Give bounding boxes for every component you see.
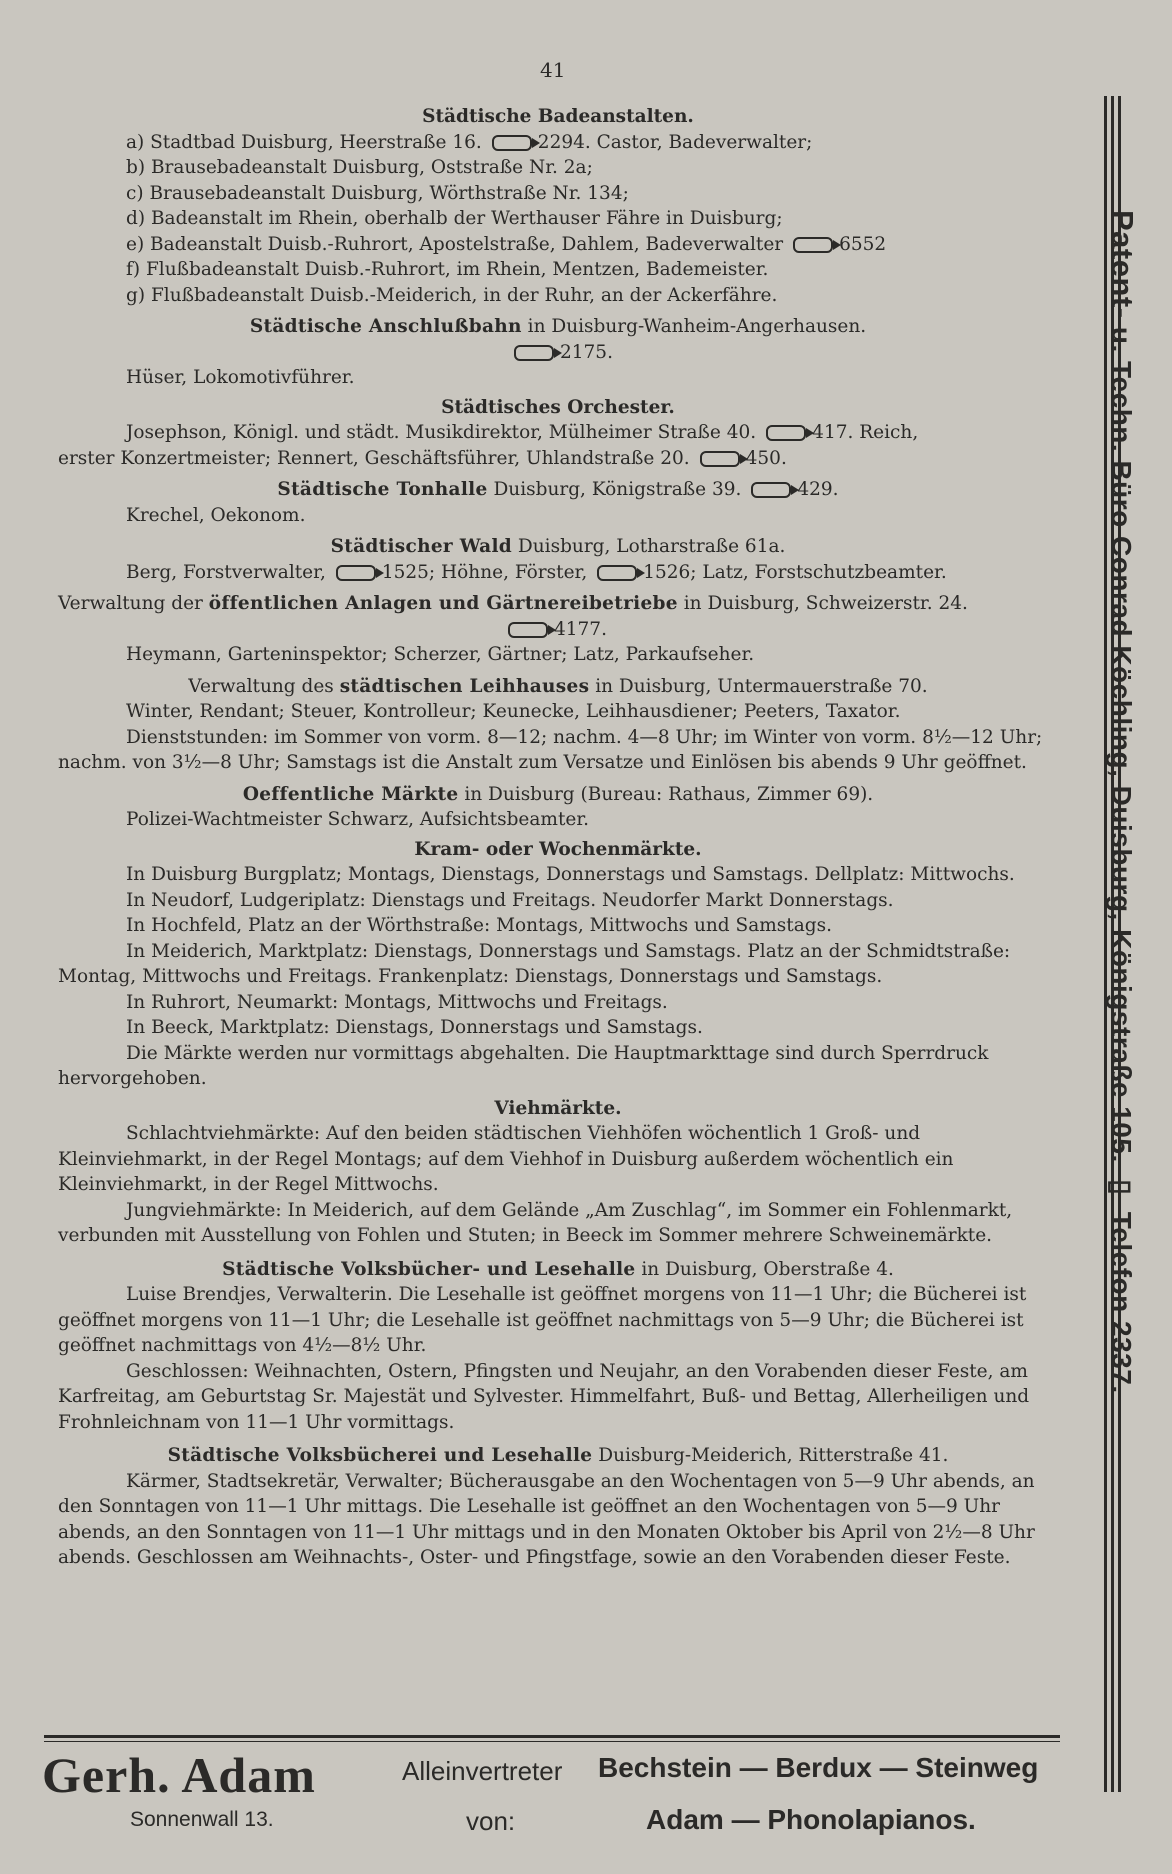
section-heading: Verwaltung des städtischen Leihhauses in Duisburg, Untermauerstraße 70.	[188, 675, 928, 697]
section-title: Städtischer Wald	[330, 536, 513, 557]
body-text: Luise Brendjes, Verwalterin. Die Lesehalle ist geöffnet morgens von 11—1 Uhr; die Bücherei ist geöffnet morgens von 11—1 Uhr; die Lesehalle ist geöffnet nachmittags von 5—9 Uhr; die Bücherei ist geöffnet nachmittags von 4½—8½ Uhr.	[58, 1284, 1027, 1356]
list-item: d) Badeanstalt im Rhein, oberhalb der Werthauser Fähre in Duisburg;	[126, 208, 783, 229]
section-title: Oeffentliche Märkte	[242, 783, 459, 805]
market-line: In Hochfeld, Platz an der Wörthstraße: Montags, Mittwochs und Samstags.	[126, 915, 832, 936]
market-line: In Ruhrort, Neumarkt: Montags, Mittwochs und Freitags.	[126, 991, 668, 1013]
phone-icon	[514, 345, 554, 361]
divider	[44, 1741, 1060, 1742]
phone-icon	[597, 565, 637, 581]
phone-icon	[336, 565, 376, 581]
section-title: Städtische Anschlußbahn	[249, 316, 522, 337]
section-title: Städtische Volksbücherei und Lesehalle	[167, 1445, 593, 1466]
ad-brands: Adam — Phonolapianos.	[646, 1804, 976, 1835]
market-line: Schlachtviehmärkte: Auf den beiden städtischen Viehhöfen wöchentlich 1 Groß- und Kleinviehmarkt, in der Regel Montags; auf dem Viehhof in Duisburg außerdem wöchentlich ein Kleinviehmarkt, in der Regel Mittwochs.	[58, 1123, 954, 1195]
staff-line: Polizei-Wachtmeister Schwarz, Aufsichtsbeamter.	[126, 809, 590, 830]
market-line: Die Märkte werden nur vormittags abgehalten. Die Hauptmarkttage sind durch Sperrdruck hervorgehoben.	[58, 1042, 989, 1089]
list-item: b) Brausebadeanstalt Duisburg, Oststraße Nr. 2a;	[126, 157, 593, 178]
market-line: In Meiderich, Marktplatz: Dienstags, Donnerstags und Samstags. Platz an der Schmidtstraße: Montag, Mittwochs und Freitags. Frankenplatz: Dienstags, Donnerstags und Samstags.	[58, 940, 1011, 987]
page-number: 41	[540, 58, 566, 82]
staff-line: Krechel, Oekonom.	[126, 504, 306, 526]
subsection-title: Viehmärkte.	[494, 1097, 622, 1119]
section-heading: Städtische Volksbücherei und Lesehalle Duisburg-Meiderich, Ritterstraße 41.	[167, 1445, 949, 1466]
list-item: c) Brausebadeanstalt Duisburg, Wörthstraße Nr. 134;	[126, 182, 629, 204]
list-item: e) Badeanstalt Duisb.-Ruhrort, Apostelstraße, Dahlem, Badeverwalter 6552	[126, 233, 887, 255]
advertiser-name: Gerh. Adam	[42, 1747, 316, 1803]
section-title: öffentlichen Anlagen und Gärtnereibetriebe	[208, 593, 678, 614]
main-text	[58, 100, 1058, 1571]
phone-icon	[751, 482, 791, 498]
section-heading: Verwaltung der öffentlichen Anlagen und Gärtnereibetriebe in Duisburg, Schweizerstr. 24.	[58, 593, 968, 614]
market-line: Jungviehmärkte: In Meiderich, auf dem Gelände „Am Zuschlag“, im Sommer ein Fohlenmarkt, verbunden mit Ausstellung von Fohlen und Stuten; in Beeck im Sommer mehrere Schweinemärkte.	[58, 1199, 1013, 1246]
ad-von: von:	[466, 1806, 516, 1836]
phone-icon	[766, 425, 806, 441]
list-item: f) Flußbadeanstalt Duisb.-Ruhrort, im Rhein, Mentzen, Bademeister.	[126, 259, 769, 280]
staff-line: Berg, Forstverwalter, 1525; Höhne, Förster, 1526; Latz, Forstschutzbeamter.	[126, 561, 947, 583]
market-line: In Beeck, Marktplatz: Dienstags, Donnerstags und Samstags.	[126, 1017, 703, 1038]
section-heading: Städtische Anschlußbahn in Duisburg-Wanheim-Angerhausen.	[249, 316, 867, 337]
advertiser-address: Sonnenwall 13.	[130, 1808, 274, 1831]
section-title: Städtische Volksbücher- und Lesehalle	[222, 1258, 636, 1280]
list-item: g) Flußbadeanstalt Duisb.-Meiderich, in der Ruhr, an der Ackerfähre.	[126, 284, 778, 306]
section-title: Städtische Tonhalle	[277, 479, 488, 500]
section-heading: Städtische Tonhalle Duisburg, Königstraße 39. 429.	[277, 479, 839, 500]
staff-line: Heymann, Garteninspektor; Scherzer, Gärtner; Latz, Parkaufseher.	[126, 644, 755, 665]
section-title: städtischen Leihhauses	[339, 675, 590, 697]
side-advertisement: Patent- u. Techn. Büro Conrad Köchling, Duisburg, Königstraße 105. ▯ Telefon 2337.	[1105, 210, 1140, 1394]
text-line: Josephson, Königl. und städt. Musikdirektor, Mülheimer Straße 40. 417. Reich,	[126, 422, 919, 443]
section-heading: Städtischer Wald Duisburg, Lotharstraße 61a.	[330, 536, 786, 557]
section-title: Städtische Badeanstalten.	[422, 106, 694, 127]
hours-text: Dienststunden: im Sommer von vorm. 8—12; nachm. 4—8 Uhr; im Winter von vorm. 8½—12 Uhr; nachm. von 3½—8 Uhr; Samstags ist die Anstalt zum Versatze und Einlösen bis abends 9 Uhr geöffnet.	[58, 726, 1043, 773]
phone-icon	[700, 451, 740, 467]
section-heading: Oeffentliche Märkte in Duisburg (Bureau: Rathaus, Zimmer 69).	[242, 783, 874, 805]
market-line: In Duisburg Burgplatz; Montags, Dienstags, Donnerstags und Samstags. Dellplatz: Mittwochs.	[126, 864, 1015, 885]
phone-icon	[492, 135, 532, 151]
body-text: Kärmer, Stadtsekretär, Verwalter; Bücherausgabe an den Wochentagen von 5—9 Uhr abends, an den Sonntagen von 11—1 Uhr mittags. Die Lesehalle ist geöffnet an den Wochentagen von 5—9 Uhr abends, an den Sonntagen von 11—1 Uhr mittags und in den Monaten Oktober bis April von 2½—8 Uhr abends. Geschlossen am Weihnachts-, Oster- und Pfingstfage, sowie an den Vorabenden dieser Feste.	[58, 1470, 1035, 1568]
list-item: a) Stadtbad Duisburg, Heerstraße 16. 2294. Castor, Badeverwalter;	[126, 131, 813, 153]
phone-icon	[508, 622, 548, 638]
text-line: erster Konzertmeister; Rennert, Geschäftsführer, Uhlandstraße 20. 450.	[58, 447, 787, 469]
subsection-title: Kram- oder Wochenmärkte.	[414, 838, 702, 860]
staff-line: Winter, Rendant; Steuer, Kontrolleur; Keunecke, Leihhausdiener; Peeters, Taxator.	[126, 701, 901, 722]
phone-line: 4177.	[58, 617, 1058, 643]
ad-brands: Bechstein — Berdux — Steinweg	[598, 1752, 1039, 1783]
phone-icon	[793, 237, 833, 253]
ad-label: Alleinvertreter	[402, 1756, 563, 1786]
market-line: In Neudorf, Ludgeriplatz: Dienstags und Freitags. Neudorfer Markt Donnerstags.	[126, 889, 894, 911]
staff-line: Hüser, Lokomotivführer.	[126, 367, 355, 388]
section-title: Städtisches Orchester.	[441, 396, 675, 418]
section-heading: Städtische Volksbücher- und Lesehalle in Duisburg, Oberstraße 4.	[222, 1258, 894, 1280]
phone-line: 2175.	[58, 340, 1058, 366]
body-text: Geschlossen: Weihnachten, Ostern, Pfingsten und Neujahr, an den Vorabenden dieser Feste, am Karfreitag, am Geburtstag Sr. Majestät und Sylvester. Himmelfahrt, Buß- und Bettag, Allerheiligen und Frohnleichnam von 11—1 Uhr vormittags.	[58, 1360, 1030, 1433]
divider	[44, 1735, 1060, 1738]
